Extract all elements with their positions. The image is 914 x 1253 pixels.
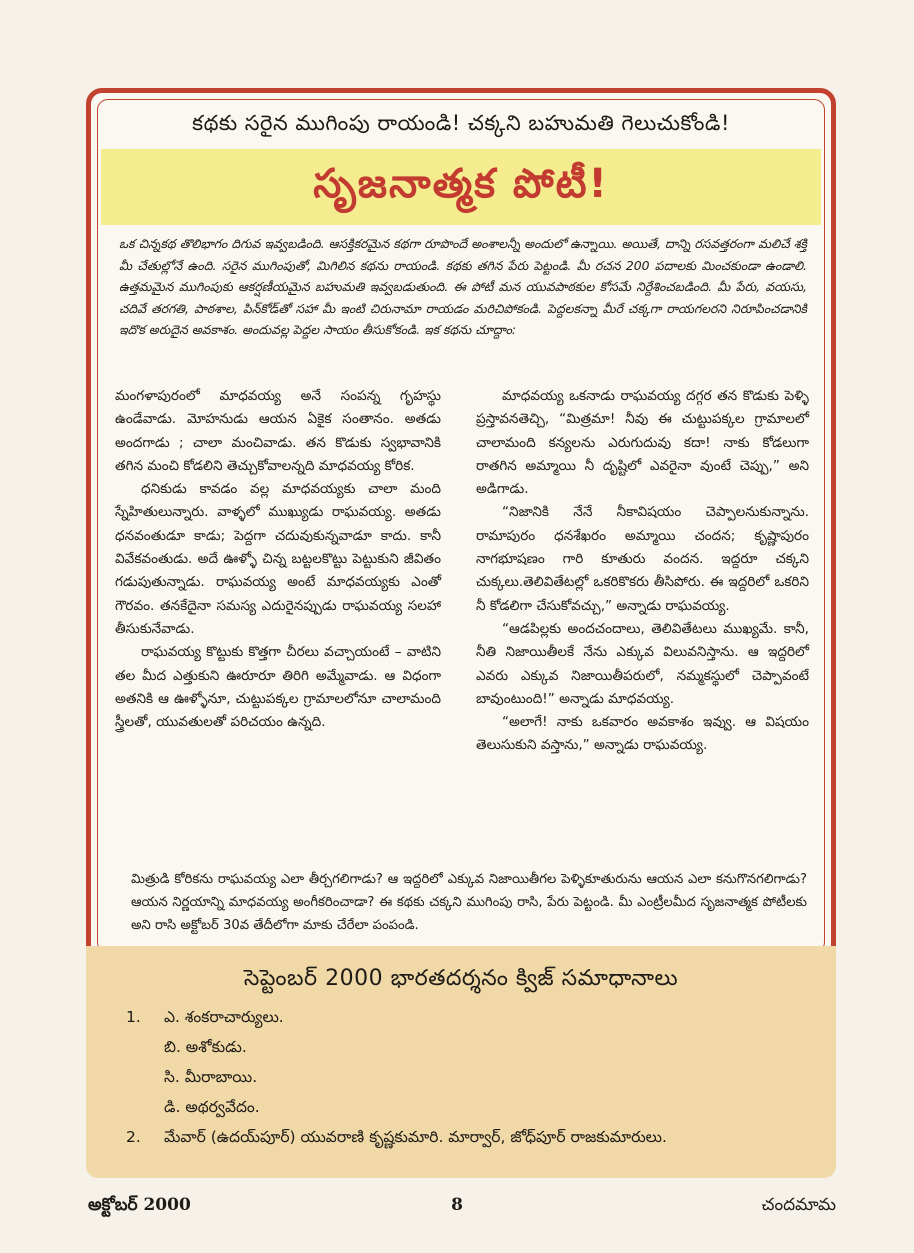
story-paragraph: రాఘవయ్య కొట్టుకు కొత్తగా చీరలు వచ్చాయంటే – వాటిని తల మీద ఎత్తుకుని ఊరూరూ తిరిగి అమ్మేవాడు. ఆ విధంగా అతనికి ఆ ఊళ్ళోనూ, చుట్టుపక్కల గ్రామాలలోనూ చాలామంది స్త్రీలతో, యువతులతో పరిచయం ఉన్నది. [115,644,441,731]
quiz-answer-row [126,1068,816,1098]
footer-magazine-name: చందమామ [761,1195,836,1215]
story-paragraph: మంగళాపురంలో మాధవయ్య అనే సంపన్న గృహస్థు ఉండేవాడు. మోహనుడు ఆయన ఏకైక సంతానం. అతడు అందగాడు ; చాలా మంచివాడు. తన కొడుకు స్వభావానికి తగిన మంచి కోడలిని తెచ్చుకోవాలన్నది మాధవయ్య కోరిక. [115,388,441,474]
quiz-title: సెప్టెంబర్ 2000 భారతదర్శనం క్విజ్ సమాధానాలు [243,966,679,991]
story-paragraph: “ఆడపిల్లకు అందచందాలు, తెలివితేటలు ముఖ్యమే. కానీ, నీతి నిజాయితీలకే నేను ఎక్కువ విలువనిస్తాను. ఆ ఇద్దరిలో ఎవరు ఎక్కువ నిజాయితీపరులో, నమ్మకస్థులో చెప్పావంటే బావుంటుంది!” అన్నాడు మాధవయ్య. [476,620,809,707]
contest-tagline: కథకు సరైన ముగింపు రాయండి! చక్కని బహుమతి గెలుచుకోండి! [192,111,730,135]
quiz-answer-text: డి. అథర్వవేదం. [164,1098,260,1116]
contest-title: సృజనాత్మక పోటీ! [313,161,609,207]
quiz-answers-box [86,946,836,1178]
quiz-answer-row [126,1098,816,1128]
intro-paragraph: ఒక చిన్నకథ తొలిభాగం దిగువ ఇవ్వబడింది. ఆసక్తికరమైన కథగా రూపొందే అంశాలన్నీ అందులో ఉన్నాయి. అయితే, దాన్ని రసవత్తరంగా మలిచే శక్తి మీ చేతుల్లోనే ఉంది. సరైన ముగింపుతో, మిగిలిన కథను రాయండి. కథకు తగిన పేరు పెట్టండి. మీ రచన 200 పదాలకు మించకుండా ఉండాలి. ఉత్తమమైన ముగింపుకు ఆకర్షణీయమైన బహుమతి ఇవ్వబడుతుంది. ఈ పోటీ మన యువపాఠకుల కోసమే నిర్దేశించబడింది. మీ పేరు, వయసు, చదివే తరగతి, పాఠశాల, పిన్‌కోడ్‌తో సహా మీ ఇంటి చిరునామా రాయడం మరిచిపోకండి. పెద్దలకన్నా మీరే చక్కగా రాయగలరని నిరూపించడానికి ఇదొక అరుదైన అవకాశం. అందువల్ల పెద్దల సాయం తీసుకోకండి. ఇక కథను చూద్దాం: [119,236,807,337]
quiz-answer-number: 1. [126,1008,141,1026]
title-band [101,149,821,225]
footer-issue-date: అక్టోబర్ 2000 [88,1195,191,1215]
quiz-answer-list [126,1008,816,1158]
story-paragraph: “అలాగే! నాకు ఒకవారం అవకాశం ఇవ్వు. ఆ విషయం తెలుసుకుని వస్తాను,” అన్నాడు రాఘవయ్య. [476,714,809,754]
story-column-left [115,385,441,734]
quiz-answer-text: మేవార్ (ఉదయ్‌పూర్) యువరాణి కృష్ణకుమారి. మార్వార్, జోధ్‌పూర్ రాజకుమారులు. [164,1128,667,1146]
quiz-answer-row [126,1128,816,1158]
story-paragraph: ధనికుడు కావడం వల్ల మాధవయ్యకు చాలా మంది స్నేహితులున్నారు. వాళ్ళలో ముఖ్యుడు రాఘవయ్య. అతడు ధనవంతుడూ కాడు; పెద్దగా చదువుకున్నవాడూ కాదు. కానీ వివేకవంతుడు. అదే ఊళ్ళో చిన్న బట్టలకొట్టు పెట్టుకుని జీవితం గడుపుతున్నాడు. రాఘవయ్య అంటే మాధవయ్యకు ఎంతో గౌరవం. తనకేదైనా సమస్య ఎదురైనప్పుడు రాఘవయ్య సలహా తీసుకునేవాడు. [115,481,441,637]
quiz-answer-text: సి. మీరాబాయి. [164,1068,258,1086]
story-column-right [476,385,809,758]
quiz-answer-number: 2. [126,1128,141,1146]
contest-frame [86,88,836,964]
quiz-answer-text: ఎ. శంకరాచార్యులు. [164,1008,284,1026]
quiz-answer-row [126,1038,816,1068]
footer-page-number: 8 [451,1195,463,1215]
story-paragraph: మాధవయ్య ఒకనాడు రాఘవయ్య దగ్గర తన కొడుకు పెళ్ళి ప్రస్తావనతెచ్చి, “మిత్రమా! నీవు ఈ చుట్టుపక్కల గ్రామాలలో చాలామంది కన్యలను ఎరుగుదువు కదా! నాకు కోడలుగా రాతగిన అమ్మాయి నీ దృష్టిలో ఎవరైనా వుంటే చెప్పు,” అని అడిగాడు. [476,388,809,498]
closing-instructions: మిత్రుడి కోరికను రాఘవయ్య ఎలా తీర్చగలిగాడు? ఆ ఇద్దరిలో ఎక్కువ నిజాయితీగల పెళ్ళికూతురును ఆయన ఎలా కనుగొనగలిగాడు? ఆయన నిర్ణయాన్ని మాధవయ్య అంగీకరించాడా? ఈ కథకు చక్కని ముగింపు రాసి, పేరు పెట్టండి. మీ ఎంట్రీలమీద సృజనాత్మక పోటీలకు అని రాసి అక్టోబర్ 30వ తేదీలోగా మాకు చేరేలా పంపండి. [131,872,807,933]
story-paragraph: “నిజానికి నేనే నీకావిషయం చెప్పాలనుకున్నాను. రామాపురం ధనశేఖరం అమ్మాయి చందన; కృష్ణాపురం నాగభూషణం గారి కూతురు వందన. ఇద్దరూ చక్కని చుక్కలు.తెలివితేటల్లో ఒకరికొకరు తీసిపోరు. ఈ ఇద్దరిలో ఒకరిని నీ కోడలిగా చేసుకోవచ్చు,” అన్నాడు రాఘవయ్య. [476,504,809,614]
quiz-answer-text: బి. అశోకుడు. [164,1038,247,1056]
quiz-answer-row [126,1008,816,1038]
